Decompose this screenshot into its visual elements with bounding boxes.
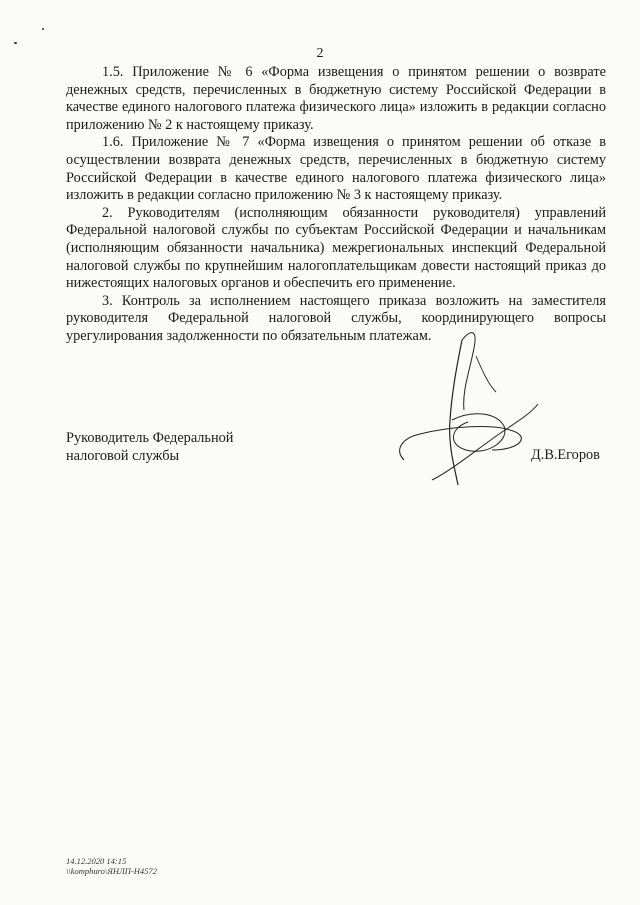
scan-speck: [42, 28, 44, 30]
document-footer: [66, 856, 157, 876]
page-number: 2: [316, 46, 324, 61]
handwritten-signature: [392, 300, 542, 490]
paragraph-1-6: 1.6. Приложение № 7 «Форма извещения о принятом решении об отказе в осуществлении возврата денежных средств, перечисленных в бюджетную систему Российской Федерации в качестве единого налогового платежа физического лица» изложить в редакции согласно приложению № 3 к настоящему приказу.: [66, 134, 606, 204]
footer-file-path: \\komphuro\ЯНЛП-Н4572: [66, 866, 157, 876]
scan-speck: [14, 42, 17, 44]
footer-timestamp: 14.12.2020 14:15: [66, 856, 127, 866]
signatory-name: Д.В.Егоров: [531, 447, 600, 463]
paragraph-3: 3. Контроль за исполнением настоящего приказа возложить на заместителя руководителя Федеральной налоговой службы, координирующего вопросы урегулирования задолженности по обязательным платежам.: [66, 292, 606, 344]
signatory-title-line-2: налоговой службы: [66, 448, 180, 464]
paragraph-2: 2. Руководителям (исполняющим обязанности руководителя) управлений Федеральной налоговой службы по субъектам Российской Федерации и начальникам (исполняющим обязанности начальника) межрегиональных инспекций Федеральной налоговой службы по крупнейшим налогоплательщикам довести настоящий приказ до нижестоящих налоговых органов и обеспечить его применение.: [66, 204, 606, 292]
signatory-title: [66, 429, 233, 465]
signatory-title-line-1: Руководитель Федеральной: [66, 430, 234, 446]
paragraph-1-5: 1.5. Приложение № 6 «Форма извещения о принятом решении о возврате денежных средств, перечисленных в бюджетную систему Российской Федерации в качестве единого налогового платежа физического лица» изложить в редакции согласно приложению № 2 к настоящему приказу.: [66, 64, 606, 133]
